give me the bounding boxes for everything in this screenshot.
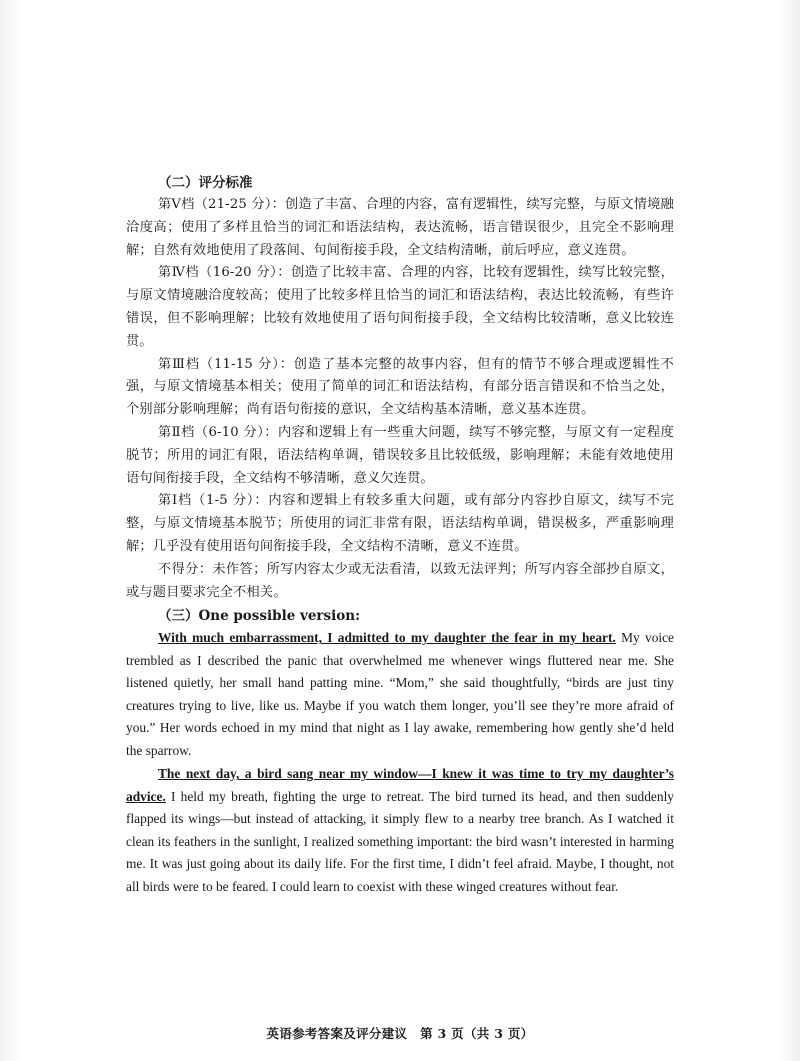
sample-paragraph-1 [126,627,674,762]
section-2-title: （二）评分标准 [158,175,253,191]
grade-1-criteria: 第Ⅰ档（1-5 分）：内容和逻辑上有较多重大问题，或有部分内容抄自原文，续写不完整，与原文情境基本脱节；所使用的词汇非常有限，语法结构单调，错误极多，严重影响理解；几乎没有使用语句间衔接手段，全文结构不清晰，意义不连贯。 [126,493,674,554]
page-footer: 英语参考答案及评分建议 第 3 页（共 3 页） [266,1026,534,1041]
grade-4-criteria: 第Ⅳ档（16-20 分）：创造了比较丰富、合理的内容，比较有逻辑性，续写比较完整，与原文情境融洽度较高；使用了比较多样且恰当的词汇和语法结构，表达比较流畅，有些许错误，但不影响理解；比较有效地使用了语句间衔接手段，全文结构比较清晰，意义比较连贯。 [126,265,674,349]
paragraph-2-body: I held my breath, fighting the urge to retreat. The bird turned its head, and then suddenly flapped its wings—but instead of attacking, it simply flew to a nearby tree branch. As I watched it clean its feathers in the sunlight, I realized something important: the bird wasn’t interested in harming me. It was just going about its daily life. For the first time, I didn’t feel afraid. Maybe, I thought, not all birds were to be feared. I could learn to coexist with these winged creatures without fear. [126,788,674,894]
sample-paragraph-2 [126,763,674,898]
grade-2-criteria: 第Ⅱ档（6-10 分）：内容和逻辑上有一些重大问题，续写不够完整，与原文有一定程度脱节；所用的词汇有限，语法结构单调，错误较多且比较低级，影响理解；未能有效地使用语句间衔接手段，全文结构不够清晰，意义欠连贯。 [126,424,674,486]
section-3-title: （三）One possible version: [158,608,361,625]
grade-5-criteria: 第Ⅴ档（21-25 分）：创造了丰富、合理的内容，富有逻辑性，续写完整，与原文情境融洽度高；使用了多样且恰当的词汇和语法结构，表达流畅，语言错误很少，且完全不影响理解；自然有效地使用了段落间、句间衔接手段，全文结构清晰，前后呼应，意义连贯。 [126,197,674,258]
paragraph-1-body: My voice trembled as I described the panic that overwhelmed me whenever wings fluttered near me. She listened quietly, her small hand patting mine. “Mom,” she said thoughtfully, “birds are just tiny creatures trying to live, like us. Maybe if you watch them longer, you’ll see they’re more afraid of you.” Her words echoed in my mind that night as I lay awake, remembering how gently she’d held the sparrow. [126,630,675,758]
no-score-criteria: 不得分：未作答；所写内容太少或无法看清，以致无法评判；所写内容全部抄自原文，或与题目要求完全不相关。 [126,561,674,600]
paragraph-1-lead-sentence: With much embarrassment, I admitted to my daughter the fear in my heart. [158,630,616,646]
page-content [126,172,674,898]
grade-3-criteria: 第Ⅲ档（11-15 分）：创造了基本完整的故事内容，但有的情节不够合理或逻辑性不强，与原文情境基本相关；使用了简单的词汇和语法结构，有部分语言错误和不恰当之处，个别部分影响理解；尚有语句衔接的意识，全文结构基本清晰，意义基本连贯。 [126,356,674,418]
paragraph-2-lead-sentence: The next day, a bird sang near my window—I knew it was time to try my daughter’s advice. [126,766,674,804]
